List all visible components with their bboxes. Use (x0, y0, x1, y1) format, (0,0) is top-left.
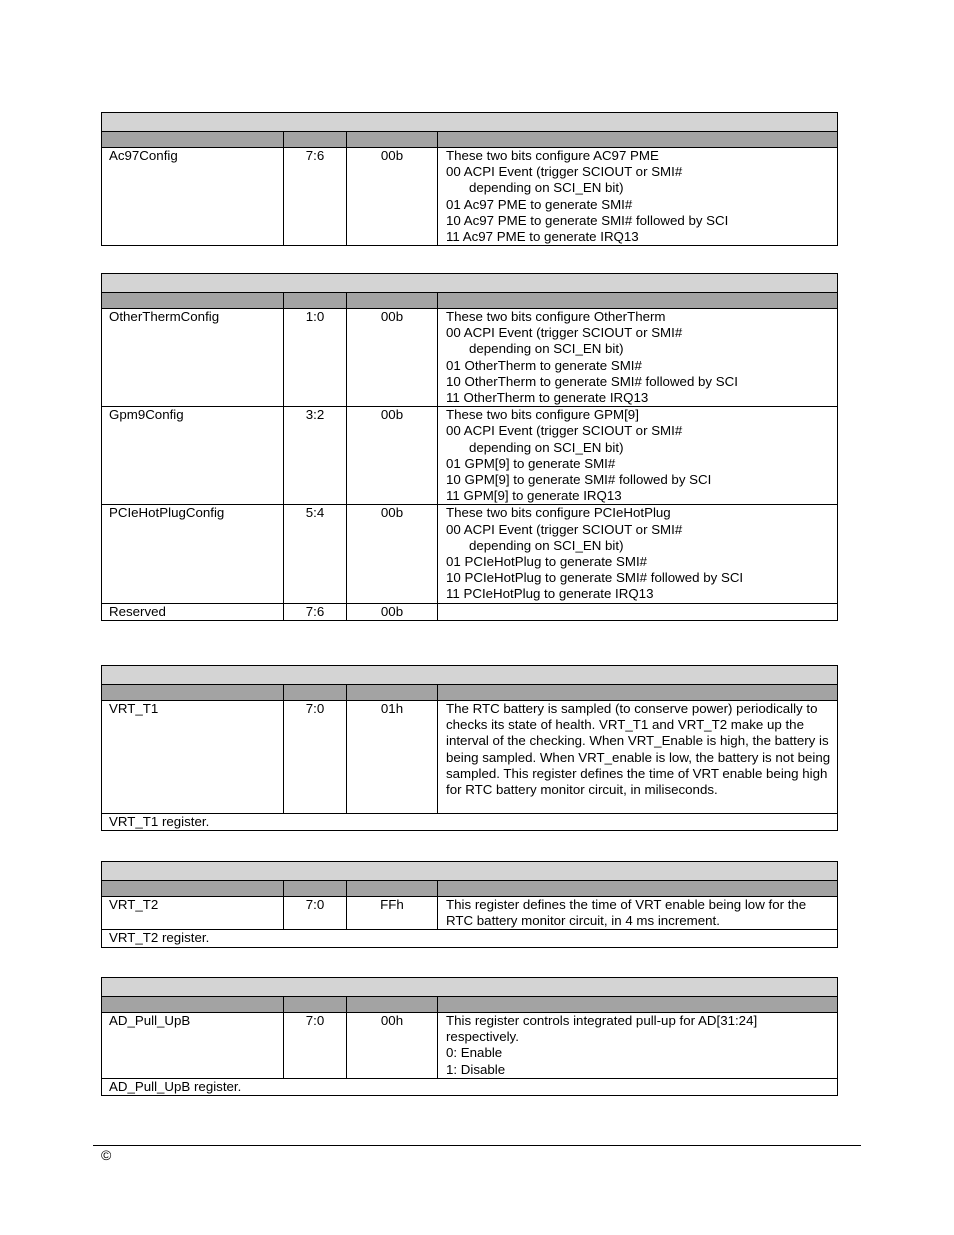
field-name: OtherThermConfig (102, 309, 284, 407)
description-line: These two bits configure PCIeHotPlug (446, 505, 671, 521)
field-description (438, 148, 838, 246)
description-line: 00 ACPI Event (trigger SCIOUT or SMI# (446, 423, 683, 439)
description-line: 11 OtherTherm to generate IRQ13 (446, 390, 649, 406)
field-bits: 3:2 (284, 407, 347, 505)
field-bits: 7:0 (284, 897, 347, 930)
field-default: 00b (347, 505, 438, 603)
header-cell-description (438, 132, 838, 148)
table-title-band (102, 978, 838, 997)
description-line: 00 ACPI Event (trigger SCIOUT or SMI# (446, 164, 683, 180)
table-row (102, 407, 838, 505)
description-line: 01 Ac97 PME to generate SMI# (446, 196, 633, 212)
header-cell-bits (284, 132, 347, 148)
table-row (102, 148, 838, 246)
field-description (438, 309, 838, 407)
field-name: PCIeHotPlugConfig (102, 505, 284, 603)
field-default: 00h (347, 1013, 438, 1079)
header-cell-field (102, 293, 284, 309)
description-line: 01 GPM[9] to generate SMI# (446, 455, 616, 471)
header-cell-bits (284, 293, 347, 309)
table-row (102, 309, 838, 407)
header-cell-bits (284, 685, 347, 701)
field-default: 00b (347, 407, 438, 505)
description-line: These two bits configure AC97 PME (446, 148, 659, 163)
description-line: depending on SCI_EN bit) (469, 537, 624, 553)
header-cell-default (347, 997, 438, 1013)
description-line: These two bits configure GPM[9] (446, 407, 639, 423)
header-cell-field (102, 881, 284, 897)
register-summary: VRT_T2 register. (102, 930, 838, 947)
header-cell-bits (284, 997, 347, 1013)
field-bits: 7:6 (284, 603, 347, 620)
field-name: Ac97Config (102, 148, 284, 246)
description-line: 11 Ac97 PME to generate IRQ13 (446, 229, 639, 245)
description-line: 00 ACPI Event (trigger SCIOUT or SMI# (446, 521, 683, 537)
field-default: 01h (347, 701, 438, 814)
field-default: FFh (347, 897, 438, 930)
description-line: 0: Enable (446, 1045, 503, 1061)
header-cell-bits (284, 881, 347, 897)
field-description: The RTC battery is sampled (to conserve power) periodically to checks its state of health. VRT_T1 and VRT_T2 make up the interval of the checking. When VRT_Enable is high, the battery is being sampled. When VRT_enable is low, the battery is not being sampled. This register defines the time of VRT enable being high for RTC battery monitor circuit, in miliseconds. (438, 701, 838, 814)
field-default: 00b (347, 148, 438, 246)
header-cell-default (347, 293, 438, 309)
field-bits: 7:0 (284, 1013, 347, 1079)
field-name: AD_Pull_UpB (102, 1013, 284, 1079)
table-summary-row (102, 1078, 838, 1095)
field-bits: 7:6 (284, 148, 347, 246)
header-cell-default (347, 132, 438, 148)
table-row (102, 505, 838, 603)
header-cell-default (347, 881, 438, 897)
header-cell-description (438, 881, 838, 897)
register-table-vrt-t2 (101, 861, 838, 948)
table-row (102, 897, 838, 930)
field-description (438, 603, 838, 620)
field-description: This register defines the time of VRT enable being low for the RTC battery monitor circuit, in 4 ms increment. (438, 897, 838, 930)
field-description (438, 407, 838, 505)
field-name: VRT_T2 (102, 897, 284, 930)
register-summary: VRT_T1 register. (102, 814, 838, 831)
description-line: 10 GPM[9] to generate SMI# followed by SCI (446, 472, 712, 488)
field-name: Gpm9Config (102, 407, 284, 505)
description-line: This register controls integrated pull-up for AD[31:24] respectively. (446, 1013, 758, 1045)
description-line: 10 PCIeHotPlug to generate SMI# followed by SCI (446, 570, 744, 586)
footer-divider (93, 1145, 861, 1146)
table-title-band (102, 666, 838, 685)
header-cell-default (347, 685, 438, 701)
field-bits: 7:0 (284, 701, 347, 814)
field-bits: 5:4 (284, 505, 347, 603)
table-title-band (102, 113, 838, 132)
table-row (102, 603, 838, 620)
register-table-vrt-t1 (101, 665, 838, 831)
description-line: 11 PCIeHotPlug to generate IRQ13 (446, 586, 654, 602)
register-table-therm-gpm-hotplug (101, 273, 838, 621)
description-line: 11 GPM[9] to generate IRQ13 (446, 488, 622, 504)
description-line: 01 OtherTherm to generate SMI# (446, 357, 642, 373)
field-bits: 1:0 (284, 309, 347, 407)
field-name: VRT_T1 (102, 701, 284, 814)
table-summary-row (102, 930, 838, 947)
footer-copyright: © (101, 1147, 112, 1163)
description-line: 1: Disable (446, 1061, 506, 1077)
register-table-ac97 (101, 112, 838, 246)
header-cell-field (102, 132, 284, 148)
header-cell-field (102, 997, 284, 1013)
table-summary-row (102, 814, 838, 831)
description-line: 10 Ac97 PME to generate SMI# followed by SCI (446, 212, 729, 228)
table-row (102, 701, 838, 814)
description-line: 10 OtherTherm to generate SMI# followed by SCI (446, 373, 738, 389)
field-description (438, 1013, 838, 1079)
table-row (102, 1013, 838, 1079)
description-line: depending on SCI_EN bit) (469, 180, 624, 196)
table-title-band (102, 862, 838, 881)
table-title-band (102, 274, 838, 293)
header-cell-field (102, 685, 284, 701)
field-default: 00b (347, 309, 438, 407)
field-name: Reserved (102, 603, 284, 620)
description-line: 01 PCIeHotPlug to generate SMI# (446, 554, 648, 570)
description-line: These two bits configure OtherTherm (446, 309, 666, 324)
header-cell-description (438, 685, 838, 701)
field-description (438, 505, 838, 603)
register-summary: AD_Pull_UpB register. (102, 1078, 838, 1095)
description-line: depending on SCI_EN bit) (469, 341, 624, 357)
description-line: depending on SCI_EN bit) (469, 439, 624, 455)
register-table-ad-pull-upb (101, 977, 838, 1096)
description-line: 00 ACPI Event (trigger SCIOUT or SMI# (446, 325, 683, 341)
field-default: 00b (347, 603, 438, 620)
header-cell-description (438, 293, 838, 309)
header-cell-description (438, 997, 838, 1013)
